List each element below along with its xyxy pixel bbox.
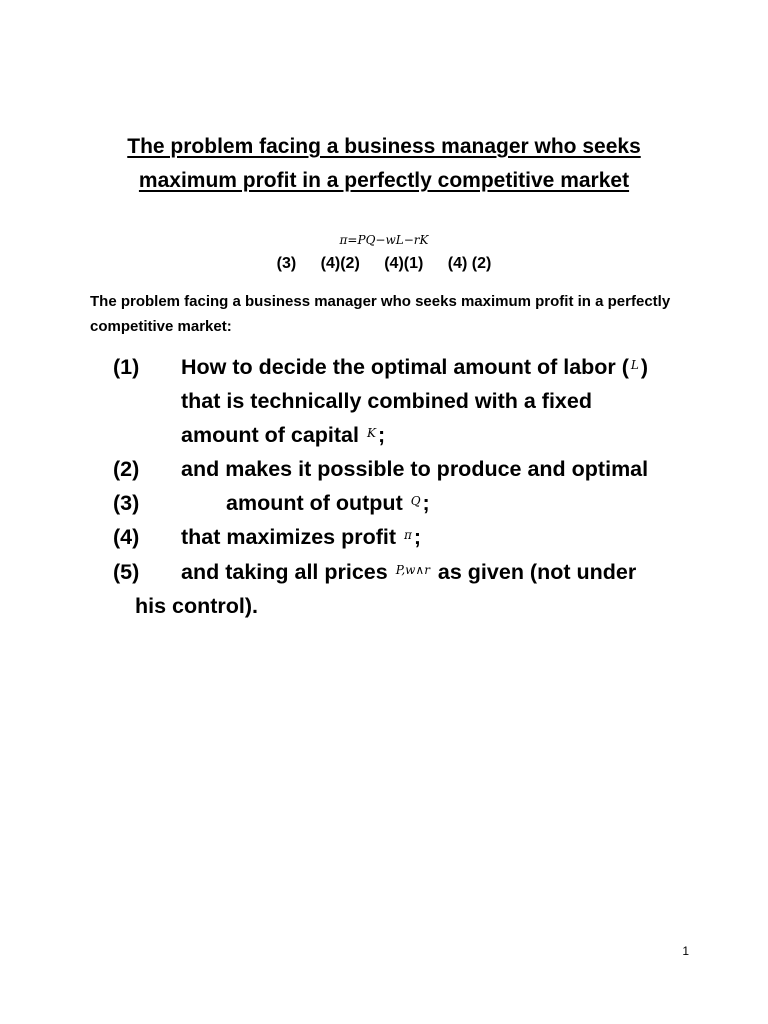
math-symbol: π: [404, 528, 412, 542]
list-number: (1): [113, 355, 140, 379]
page-number: 1: [682, 944, 689, 958]
reference-numbers: [0, 253, 768, 275]
list-item-text: How to decide the optimal amount of labor ( $^L$): [181, 355, 649, 379]
list-item-3: [0, 486, 768, 520]
list-item-5-line-1: [0, 555, 768, 589]
reference-number: (3): [276, 255, 297, 272]
list-item-text: his control).: [135, 594, 259, 618]
math-symbol: Q: [410, 494, 421, 508]
list-item-1-line-2: [0, 384, 768, 418]
list-item-5-line-2: [0, 589, 768, 623]
list-item-text: and makes it possible to produce and optimal: [181, 457, 649, 481]
list-number: (3): [113, 491, 140, 515]
document-title-line-1: The problem facing a business manager who seeks: [127, 135, 641, 158]
list-item-text: amount of output $^Q$;: [226, 491, 430, 515]
intro-paragraph: The problem facing a business manager who seeks maximum profit in a perfectly competitive market:: [90, 293, 671, 335]
list-number: (4): [113, 525, 140, 549]
list-number: (2): [113, 457, 140, 481]
list-item-4: [0, 520, 768, 554]
math-symbol: P,w∧r: [395, 563, 430, 577]
list-item-text: that is technically combined with a fixed: [181, 389, 592, 413]
list-item-1-line-1: [0, 350, 768, 384]
reference-number: (4) (2): [447, 255, 492, 272]
reference-number: (4)(2): [320, 255, 360, 272]
math-symbol: L: [630, 358, 639, 372]
list-item-text: amount of capital $^K$;: [181, 423, 386, 447]
list-item-text: and taking all prices $^{P,w\wedge r}$ as given (not under: [181, 560, 637, 584]
reference-number: (4)(1): [384, 255, 424, 272]
list-item-text: that maximizes profit $^\pi$;: [181, 525, 422, 549]
document-title-line-2: maximum profit in a perfectly competitive market: [138, 169, 630, 192]
math-symbol: K: [366, 426, 376, 440]
profit-formula: π=PQ−wL−rK: [339, 233, 429, 247]
list-item-1-line-3: [0, 418, 768, 452]
list-item-2: [0, 452, 768, 486]
list-number: (5): [113, 560, 140, 584]
